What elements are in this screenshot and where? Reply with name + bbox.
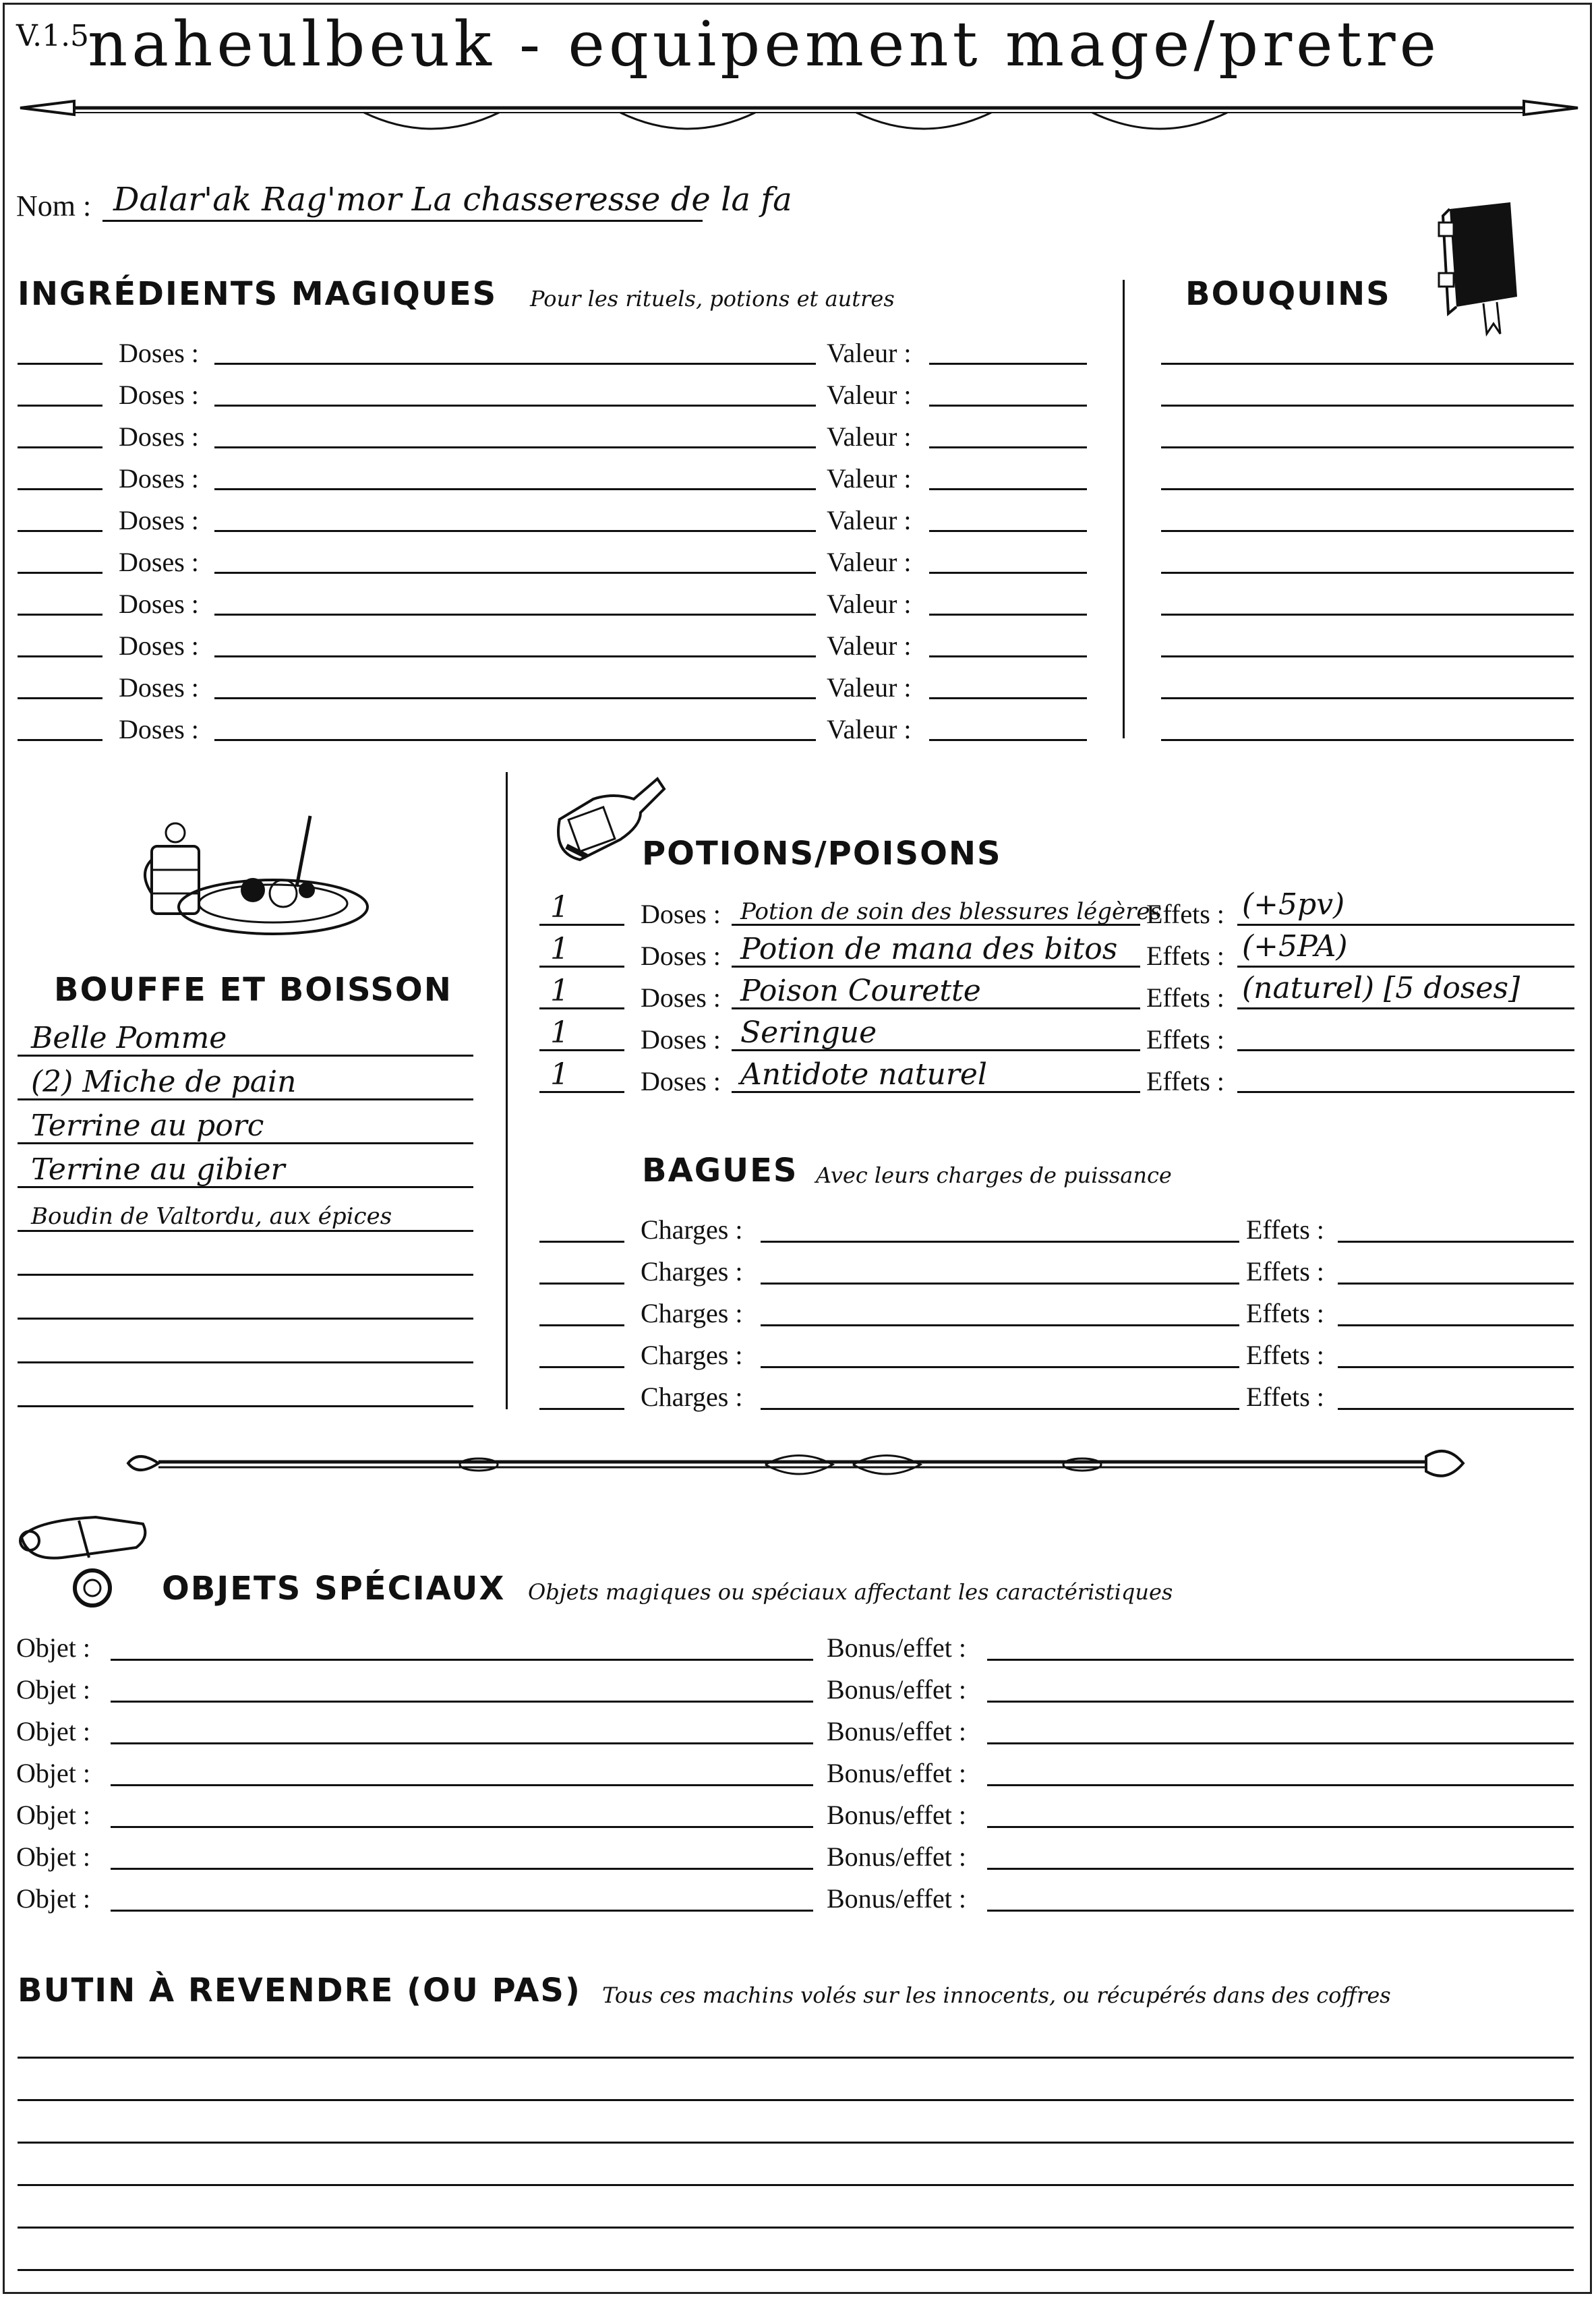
food-tray-icon	[138, 806, 374, 941]
value-label: Valeur :	[827, 589, 912, 619]
ingredients-title: INGRÉDIENTS MAGIQUES	[18, 275, 498, 313]
value-label: Valeur :	[827, 630, 912, 661]
dose-label: Doses :	[119, 547, 199, 577]
bonus-field[interactable]	[987, 1868, 1574, 1870]
ingredient-qty-field[interactable]	[18, 572, 102, 574]
dose-label: Doses :	[119, 505, 199, 535]
book-field[interactable]	[1161, 697, 1574, 699]
ingredient-value-field[interactable]	[929, 530, 1087, 532]
ingredient-qty-field[interactable]	[18, 405, 102, 407]
loot-subtitle: Tous ces machins volés sur les innocents, ou récupérés dans des coffres	[602, 1982, 1391, 2008]
bonus-field[interactable]	[987, 1701, 1574, 1703]
ingredient-name-field[interactable]	[214, 530, 816, 532]
object-label: Objet :	[16, 1883, 90, 1914]
potion-qty-field[interactable]: 1	[550, 932, 569, 966]
ring-charge-field[interactable]	[761, 1366, 1239, 1368]
food-title: BOUFFE ET BOISSON	[54, 971, 452, 1009]
ring-charge-field[interactable]	[761, 1324, 1239, 1326]
object-label: Objet :	[16, 1842, 90, 1872]
object-field[interactable]	[111, 1659, 813, 1661]
effect-label: Effets :	[1246, 1214, 1324, 1245]
book-icon	[1436, 196, 1524, 341]
potion-qty-field[interactable]: 1	[550, 974, 569, 1008]
bonus-field[interactable]	[987, 1659, 1574, 1661]
potion-effect-line	[1237, 966, 1574, 968]
potion-name-field[interactable]: Poison Courette	[740, 974, 981, 1008]
potion-effect-line	[1237, 1049, 1574, 1051]
potion-effect-line	[1237, 924, 1574, 926]
ring-qty-field[interactable]	[539, 1408, 624, 1410]
potion-effect-line	[1237, 1091, 1574, 1093]
object-label: Objet :	[16, 1674, 90, 1705]
ingredient-name-field[interactable]	[214, 488, 816, 490]
ingredient-value-field[interactable]	[929, 572, 1087, 574]
ingredient-qty-field[interactable]	[18, 697, 102, 699]
ingredient-value-field[interactable]	[929, 363, 1087, 365]
potion-effect-field[interactable]: (+5PA)	[1242, 929, 1348, 964]
potion-name-field[interactable]: Antidote naturel	[740, 1057, 987, 1092]
ring-qty-field[interactable]	[539, 1283, 624, 1285]
dose-label: Doses :	[641, 982, 721, 1013]
object-label: Objet :	[16, 1758, 90, 1788]
ingredient-value-field[interactable]	[929, 655, 1087, 657]
ingredient-name-field[interactable]	[214, 655, 816, 657]
bonus-field[interactable]	[987, 1826, 1574, 1828]
food-item-field[interactable]: (2) Miche de pain	[31, 1065, 297, 1099]
dose-label: Doses :	[641, 1024, 721, 1055]
column-divider	[506, 772, 508, 1409]
potions-title: POTIONS/POISONS	[642, 835, 1002, 873]
dose-label: Doses :	[119, 630, 199, 661]
book-field[interactable]	[1161, 405, 1574, 407]
book-field[interactable]	[1161, 530, 1574, 532]
food-line	[18, 1230, 473, 1232]
staff-divider-icon	[125, 1443, 1467, 1497]
ingredient-qty-field[interactable]	[18, 614, 102, 616]
effect-label: Effets :	[1146, 1066, 1224, 1096]
charge-label: Charges :	[641, 1256, 743, 1287]
dose-label: Doses :	[641, 941, 721, 971]
book-field[interactable]	[1161, 655, 1574, 657]
effect-label: Effets :	[1146, 1024, 1224, 1055]
name-field[interactable]: Dalar'ak Rag'mor La chasseresse de la fa	[113, 181, 792, 218]
book-field[interactable]	[1161, 488, 1574, 490]
special-title: OBJETS SPÉCIAUX	[162, 1570, 506, 1608]
ring-qty-field[interactable]	[539, 1241, 624, 1243]
dose-label: Doses :	[119, 589, 199, 619]
effect-label: Effets :	[1146, 941, 1224, 971]
object-field[interactable]	[111, 1826, 813, 1828]
potion-effect-line	[1237, 1007, 1574, 1009]
book-field[interactable]	[1161, 739, 1574, 741]
page-title: naheulbeuk - equipement mage/pretre	[88, 8, 1441, 80]
dose-label: Doses :	[641, 899, 721, 929]
books-title: BOUQUINS	[1185, 275, 1391, 313]
ingredient-name-field[interactable]	[214, 739, 816, 741]
ring-effect-field[interactable]	[1338, 1241, 1574, 1243]
effect-label: Effets :	[1146, 899, 1224, 929]
charge-label: Charges :	[641, 1298, 743, 1328]
ring-effect-field[interactable]	[1338, 1283, 1574, 1285]
value-label: Valeur :	[827, 505, 912, 535]
name-line	[102, 220, 703, 222]
book-field[interactable]	[1161, 614, 1574, 616]
bonus-label: Bonus/effet :	[827, 1842, 967, 1872]
bonus-field[interactable]	[987, 1910, 1574, 1912]
ingredient-name-field[interactable]	[214, 405, 816, 407]
rings-title: BAGUES	[642, 1152, 798, 1189]
food-line	[18, 1405, 473, 1407]
food-item-field[interactable]: Terrine au porc	[31, 1109, 264, 1143]
dose-label: Doses :	[119, 714, 199, 744]
effect-label: Effets :	[1246, 1382, 1324, 1412]
version-label: V.1.5	[16, 19, 90, 53]
charge-label: Charges :	[641, 1214, 743, 1245]
ring-charge-field[interactable]	[761, 1241, 1239, 1243]
ingredient-value-field[interactable]	[929, 739, 1087, 741]
effect-label: Effets :	[1246, 1298, 1324, 1328]
object-field[interactable]	[111, 1701, 813, 1703]
loot-field[interactable]	[18, 2184, 1574, 2186]
ingredient-value-field[interactable]	[929, 488, 1087, 490]
ring-qty-field[interactable]	[539, 1324, 624, 1326]
book-field[interactable]	[1161, 363, 1574, 365]
value-label: Valeur :	[827, 338, 912, 368]
food-item-field[interactable]: Boudin de Valtordu, aux épices	[31, 1203, 392, 1230]
value-label: Valeur :	[827, 672, 912, 703]
loot-field[interactable]	[18, 2099, 1574, 2101]
bonus-field[interactable]	[987, 1784, 1574, 1786]
object-field[interactable]	[111, 1742, 813, 1744]
loot-field[interactable]	[18, 2142, 1574, 2144]
bonus-label: Bonus/effet :	[827, 1674, 967, 1705]
ingredient-value-field[interactable]	[929, 405, 1087, 407]
value-label: Valeur :	[827, 380, 912, 410]
special-subtitle: Objets magiques ou spéciaux affectant les caractéristiques	[528, 1579, 1173, 1605]
ingredient-name-field[interactable]	[214, 446, 816, 448]
bonus-label: Bonus/effet :	[827, 1800, 967, 1830]
value-label: Valeur :	[827, 714, 912, 744]
effect-label: Effets :	[1146, 982, 1224, 1013]
dose-label: Doses :	[119, 338, 199, 368]
potion-effect-field[interactable]: (+5pv)	[1242, 887, 1345, 922]
bonus-label: Bonus/effet :	[827, 1716, 967, 1746]
potion-name-field[interactable]: Potion de mana des bitos	[740, 932, 1118, 966]
ring-effect-field[interactable]	[1338, 1408, 1574, 1410]
object-label: Objet :	[16, 1800, 90, 1830]
ingredient-value-field[interactable]	[929, 614, 1087, 616]
potion-qty-field[interactable]: 1	[550, 1057, 569, 1092]
ingredient-name-field[interactable]	[214, 363, 816, 365]
effect-label: Effets :	[1246, 1256, 1324, 1287]
object-field[interactable]	[111, 1868, 813, 1870]
bonus-label: Bonus/effet :	[827, 1883, 967, 1914]
dose-label: Doses :	[119, 380, 199, 410]
potion-qty-field[interactable]: 1	[550, 1015, 569, 1050]
bonus-label: Bonus/effet :	[827, 1632, 967, 1663]
value-label: Valeur :	[827, 421, 912, 452]
ring-effect-field[interactable]	[1338, 1324, 1574, 1326]
potion-name-field[interactable]: Potion de soin des blessures légères	[740, 898, 1162, 925]
bonus-label: Bonus/effet :	[827, 1758, 967, 1788]
ring-charge-field[interactable]	[761, 1283, 1239, 1285]
loot-field[interactable]	[18, 2227, 1574, 2229]
value-label: Valeur :	[827, 547, 912, 577]
dose-label: Doses :	[119, 463, 199, 494]
dose-label: Doses :	[641, 1066, 721, 1096]
dose-label: Doses :	[119, 672, 199, 703]
potion-qty-field[interactable]: 1	[550, 890, 569, 924]
loot-field[interactable]	[18, 2269, 1574, 2271]
scroll-ring-icon	[15, 1510, 156, 1618]
potion-effect-field[interactable]: (naturel) [5 doses]	[1242, 971, 1520, 1005]
ingredient-qty-field[interactable]	[18, 446, 102, 448]
loot-title: BUTIN À REVENDRE (OU PAS)	[18, 1972, 581, 2009]
ingredient-qty-field[interactable]	[18, 488, 102, 490]
object-label: Objet :	[16, 1716, 90, 1746]
ring-qty-field[interactable]	[539, 1366, 624, 1368]
page-frame	[3, 3, 1592, 2294]
food-item-field[interactable]: Belle Pomme	[31, 1021, 227, 1055]
ingredient-qty-field[interactable]	[18, 655, 102, 657]
name-label: Nom :	[16, 189, 92, 223]
ingredients-subtitle: Pour les rituels, potions et autres	[530, 286, 895, 312]
food-line	[18, 1318, 473, 1320]
food-line	[18, 1361, 473, 1363]
object-field[interactable]	[111, 1784, 813, 1786]
column-divider	[1123, 280, 1125, 738]
ring-effect-field[interactable]	[1338, 1366, 1574, 1368]
charge-label: Charges :	[641, 1340, 743, 1370]
book-field[interactable]	[1161, 446, 1574, 448]
ingredient-qty-field[interactable]	[18, 530, 102, 532]
ingredient-qty-field[interactable]	[18, 363, 102, 365]
loot-field[interactable]	[18, 2057, 1574, 2059]
food-line	[18, 1274, 473, 1276]
bonus-field[interactable]	[987, 1742, 1574, 1744]
ingredient-name-field[interactable]	[214, 697, 816, 699]
effect-label: Effets :	[1246, 1340, 1324, 1370]
potion-name-field[interactable]: Seringue	[740, 1015, 877, 1050]
value-label: Valeur :	[827, 463, 912, 494]
spear-divider-icon	[13, 84, 1585, 145]
ingredient-value-field[interactable]	[929, 697, 1087, 699]
food-item-field[interactable]: Terrine au gibier	[31, 1152, 285, 1187]
rings-subtitle: Avec leurs charges de puissance	[816, 1162, 1172, 1188]
ring-charge-field[interactable]	[761, 1408, 1239, 1410]
ingredient-value-field[interactable]	[929, 446, 1087, 448]
object-label: Objet :	[16, 1632, 90, 1663]
book-field[interactable]	[1161, 572, 1574, 574]
ingredient-name-field[interactable]	[214, 614, 816, 616]
ingredient-name-field[interactable]	[214, 572, 816, 574]
ingredient-qty-field[interactable]	[18, 739, 102, 741]
charge-label: Charges :	[641, 1382, 743, 1412]
dose-label: Doses :	[119, 421, 199, 452]
object-field[interactable]	[111, 1910, 813, 1912]
